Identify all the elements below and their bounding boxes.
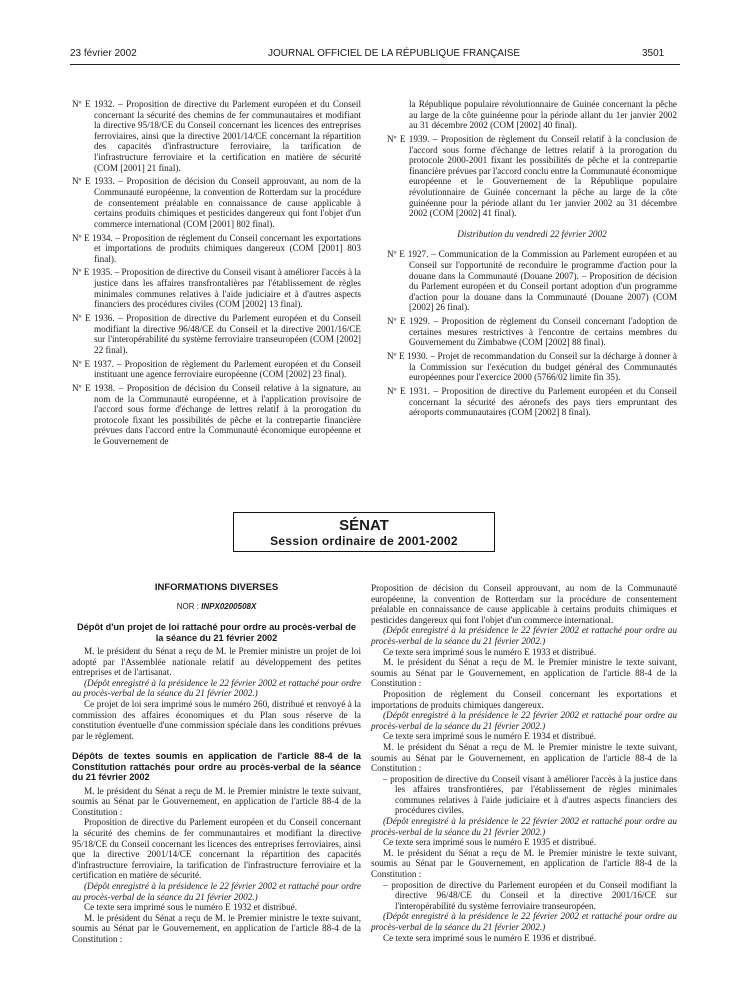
paragraph: (Dépôt enregistré à la présidence le 22 février 2002 et rattaché pour ordre au procès-verbal de la séance du 21 février 2002.) — [371, 911, 677, 932]
list-item: Nº E 1939. – Proposition de règlement du Conseil relatif à la conclusion de l'accord sous forme d'échange de lettres relatif à la prorogation du protocole 2000-2001 fixant les possibilités de pêche et la contrepartie financière prévues par l'accord conclu entre la Communauté économique européenne et le Gouvernement de la République populaire révolutionnaire de Guinée concernant la pêche au large de la côte guinéenne pour la période allant du 1er janvier 2002 au 31 décembre 2002 (COM [2002] 41 final). — [387, 133, 677, 219]
nor-label: NOR : — [176, 601, 199, 611]
subsection-title: Dépôt d'un projet de loi rattaché pour ordre au procès-verbal de la séance du 21 février 2002 — [77, 622, 356, 643]
paragraph: M. le président du Sénat a reçu de M. le Premier ministre un projet de loi adopté par l'Assemblée nationale relatif au développement des petites entreprises et de l'artisanat. — [72, 646, 361, 678]
paragraph: (Dépôt enregistré à la présidence le 22 février 2002 et rattaché pour ordre au procès-verbal de la séance du 21 février 2002.) — [371, 710, 677, 731]
header-date: 23 février 2002 — [70, 48, 137, 59]
journal-title: JOURNAL OFFICIEL DE LA RÉPUBLIQUE FRANÇAISE — [268, 48, 521, 59]
distribution-heading: Distribution du vendredi 22 février 2002 — [457, 228, 607, 239]
nor-value: INPX0200508X — [201, 601, 257, 611]
paragraph: (Dépôt enregistré à la présidence le 22 février 2002 et rattaché pour ordre au procès-verbal de la séance du 21 février 2002.) — [371, 625, 677, 646]
list-item: Nº E 1932. – Proposition de directive du Parlement européen et du Conseil concernant la sécurité des chemins de fer communautaires et modifiant la directive 95/18/CE du Conseil concernant les licences des entreprises ferroviaires, ainsi que la directive 2001/14/CE concernant la répartition des capacités d'infrastructure ferroviaire, la tarification de l'infrastructure ferroviaire et la certification en matière de sécurité (COM [2001] 21 final). — [72, 99, 361, 173]
paragraph: Ce texte sera imprimé sous le numéro E 1933 et distribué. — [383, 646, 597, 657]
list-item: Nº E 1929. – Proposition de règlement du Conseil concernant l'adoption de certaines mesures restrictives à l'encontre de certains membres du Gouvernement du Zimbabwe (COM [2002] 88 final). — [387, 316, 677, 348]
paragraph: (Dépôt enregistré à la présidence le 22 février 2002 et rattaché pour ordre au procès-verbal de la séance du 21 février 2002.) — [72, 880, 361, 902]
paragraph: Ce texte sera imprimé sous le numéro E 1936 et distribué. — [383, 932, 597, 943]
list-item: Nº E 1931. – Proposition de directive du Parlement européen et du Conseil concernant la sécurité des aéronefs des pays tiers empruntant des aéroports communautaires (COM [2002] 8 final). — [387, 386, 677, 418]
column-bottom-left — [72, 583, 361, 944]
column-bottom-right — [371, 583, 677, 943]
header-rule — [70, 64, 680, 65]
paragraph: Proposition de règlement du Conseil concernant les exportations et importations de produits chimiques dangereux. — [371, 688, 677, 710]
list-item: Nº E 1933. – Proposition de décision du Conseil approuvant, au nom de la Communauté européenne, la convention de Rotterdam sur la procédure de consentement préalable en connaissance de cause applicable à certains produits chimiques et pesticides dangereux qui font l'objet d'un commerce international (COM [2001] 802 final). — [72, 176, 361, 229]
page-number: 3501 — [642, 48, 665, 59]
paragraph: Ce texte sera imprimé sous le numéro E 1935 et distribué. — [383, 837, 597, 848]
column-top-left — [72, 99, 361, 450]
list-item: Nº E 1934. – Proposition de règlement du Conseil concernant les exportations et importations de produits chimiques dangereux (COM [2001] 803 final). — [72, 232, 361, 264]
list-item: Nº E 1936. – Proposition de directive du Parlement européen et du Conseil modifiant la directive 96/48/CE du Conseil et la directive 2001/16/CE sur l'interopérabilité du système ferroviaire transeuropéen (COM [2002] 22 final). — [72, 313, 361, 355]
list-item: Nº E 1937. – Proposition de règlement du Parlement européen et du Conseil instituant une agence ferroviaire européenne (COM [2002] 23 final). — [72, 358, 361, 380]
paragraph: Ce projet de loi sera imprimé sous le numéro 260, distribué et renvoyé à la commission des affaires économiques et du Plan sous réserve de la constitution éventuelle d'une commission spéciale dans les conditions prévues par le règlement. — [72, 698, 361, 741]
list-item-continuation: la République populaire révolutionnaire de Guinée concernant la pêche au large de la côte guinéenne pour la période allant du 1er janvier 2002 au 31 décembre 2002 (COM [2002] 40 final). — [409, 99, 677, 131]
paragraph: Proposition de directive du Parlement européen et du Conseil concernant la sécurité des chemins de fer communautaires et modifiant la directive 95/18/CE du Conseil concernant les licences des entreprises ferroviaires, ainsi que la directive 2001/14/CE concernant la répartition des capacités d'infrastructure ferroviaire, la tarification de l'infrastructure ferroviaire et la certification en matière de sécurité. — [72, 817, 361, 881]
paragraph: (Dépôt enregistré à la présidence le 22 février 2002 et rattaché pour ordre au procès-verbal de la séance du 21 février 2002.) — [371, 816, 677, 837]
paragraph: Ce texte sera imprimé sous le numéro E 1934 et distribué. — [383, 731, 597, 742]
paragraph: M. le président du Sénat a reçu de M. le Premier ministre le texte suivant, soumis au Sénat par le Gouvernement, en application de l'article 88-4 de la Constitution : — [371, 657, 677, 689]
senat-box — [233, 512, 495, 552]
paragraph: Proposition de décision du Conseil approuvant, au nom de la Communauté européenne, la convention de Rotterdam sur la procédure de consentement préalable en connaissance de cause applicable à certains produits chimiques et pesticides dangereux qui font l'objet d'un commerce international. — [371, 583, 677, 625]
paragraph: M. le président du Sénat a reçu de M. le Premier ministre le texte suivant, soumis au Sénat par le Gouvernement, en application de l'article 88-4 de la Constitution : — [72, 785, 361, 817]
paragraph: M. le président du Sénat a reçu de M. le Premier ministre le texte suivant, soumis au Sénat par le Gouvernement, en application de l'article 88-4 de la Constitution : — [72, 912, 361, 944]
column-top-right — [387, 99, 677, 421]
paragraph: M. le président du Sénat a reçu de M. le Premier ministre le texte suivant, soumis au Sénat par le Gouvernement, en application de l'article 88-4 de la Constitution : — [371, 741, 677, 774]
nor-reference — [72, 602, 361, 613]
senat-title: SÉNAT — [339, 517, 389, 534]
subsection-title: Dépôts de textes soumis en application de l'article 88-4 de la Constitution rattachés pour ordre au procès-verbal de la séance du 21 février 2002 — [72, 751, 361, 783]
list-item: Nº E 1930. – Projet de recommandation du Conseil sur la décharge à donner à la Commission sur l'exécution du budget général des Communautés européennes pour l'exercice 2000 (5766/02 limite fin 35). — [387, 351, 677, 383]
dash-item: – proposition de directive du Conseil visant à améliorer l'accès à la justice dans les affaires transfrontières, par l'établissement de règles minimales communes relatives à l'aide judiciaire et à d'autres aspects financiers des procédures civiles. — [383, 773, 677, 816]
senat-subtitle: Session ordinaire de 2001-2002 — [270, 534, 458, 548]
list-item: Nº E 1938. – Proposition de décision du Conseil relative à la signature, au nom de la Communauté européenne, et à l'application provisoire de l'accord sous forme d'échange de lettres relatif à la prorogation du protocole fixant les possibilités de pêche et la contrepartie financière prévues dans l'accord entre la Communauté économique européenne et le Gouvernement de — [72, 382, 361, 446]
page-header — [0, 48, 748, 62]
section-title: INFORMATIONS DIVERSES — [154, 582, 279, 593]
list-item: Nº E 1935. – Proposition de directive du Conseil visant à améliorer l'accès à la justice dans les affaires transfrontalières par l'établissement de règles minimales communes relatives à l'aide judiciaire et à d'autres aspects financiers des procédures civiles (COM [2002] 13 final). — [72, 267, 361, 310]
list-item: Nº E 1927. – Communication de la Commission au Parlement européen et au Conseil sur l'opportunité de reconduire le programme d'action pour la douane dans la Communauté (Douane 2007). – Proposition de décision du Parlement européen et du Conseil portant adoption d'un programme d'action pour la douane dans la Communauté (Douane 2007) (COM [2002] 26 final). — [387, 249, 677, 313]
paragraph: Ce texte sera imprimé sous le numéro E 1932 et distribué. — [84, 902, 298, 913]
paragraph: (Dépôt enregistré à la présidence le 22 février 2002 et rattaché pour ordre au procès-verbal de la séance du 21 février 2002.) — [72, 677, 361, 699]
paragraph: M. le président du Sénat a reçu de M. le Premier ministre le texte suivant, soumis au Sénat par le Gouvernement, en application de l'article 88-4 de la Constitution : — [371, 847, 677, 880]
dash-item: – proposition de directive du Parlement européen et du Conseil modifiant la directive 96/48/CE du Conseil et la directive 2001/16/CE sur l'interopérabilité du système ferroviaire transeuropéen. — [383, 879, 677, 911]
